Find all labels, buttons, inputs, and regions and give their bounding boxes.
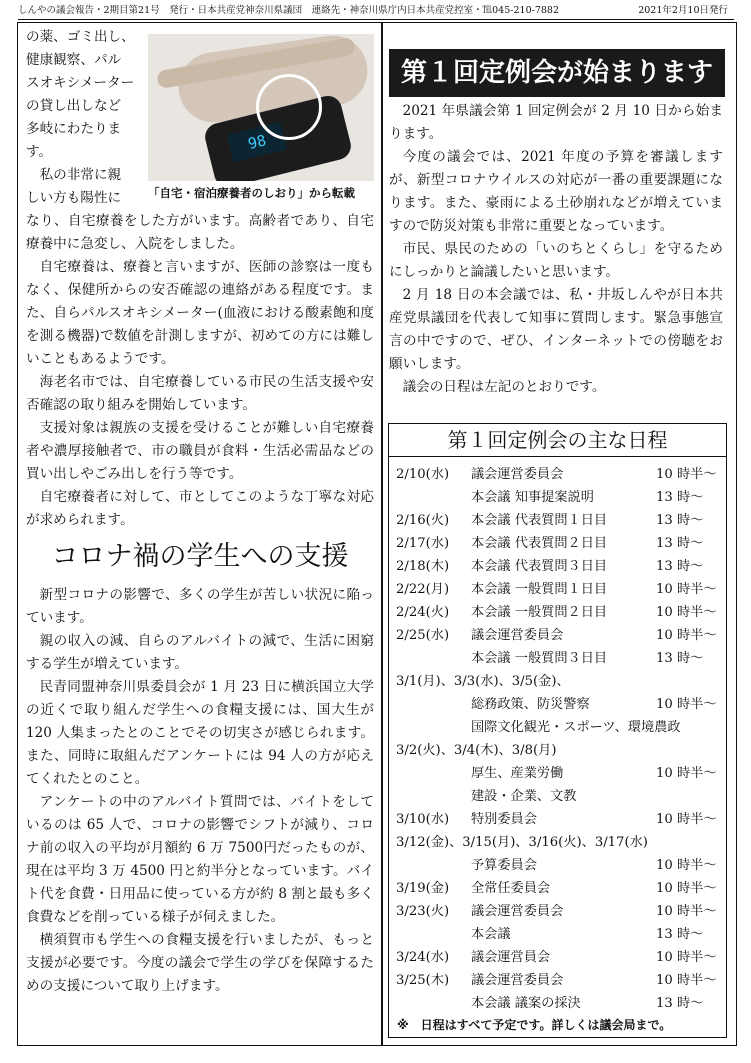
wrap-line: スオキシメーター [26, 75, 135, 91]
schedule-time: 13 時～ [656, 536, 704, 551]
schedule-date: 2/25(水) [396, 628, 450, 643]
schedule-date: 3/1(月)、3/3(水)、3/5(金)、 [396, 674, 570, 689]
paragraph: 自宅療養は、療養と言いますが、医師の診察は一度もなく、保健所からの安否確認の連絡がある程度です。また、自らパルスオキシメーター(血液における酸素飽和度を測る機器)で数値を計測しますが、初めての方には難しいこともあるようです。 [26, 259, 374, 367]
schedule-date: 2/24(火) [396, 605, 450, 620]
schedule-time: 10 時半～ [656, 973, 717, 988]
masthead-text: しんやの議会報告・2期目第21号 発行・日本共産党神奈川県議団 連絡先・神奈川県庁内日本共産党控室・℡045-210-7882 [18, 5, 559, 16]
schedule-event: 本会議 代表質問３日目 [471, 559, 608, 574]
paragraph: 2021 年県議会第 1 回定例会が 2 月 10 日から始まります。 [389, 103, 723, 142]
schedule-row [389, 900, 726, 923]
schedule-row [389, 946, 726, 969]
schedule-row [389, 992, 726, 1015]
paragraph: 自宅療養者に対して、市としてこのような丁寧な対応が求められます。 [26, 489, 374, 528]
schedule-time: 10 時半～ [656, 605, 717, 620]
schedule-event: 本会議 代表質問１日目 [471, 513, 608, 528]
schedule-time: 13 時～ [656, 490, 704, 505]
schedule-row [389, 785, 726, 808]
schedule-event: 厚生、産業労働 [471, 766, 564, 781]
schedule-note: ※ 日程はすべて予定です。詳しくは議会局まで。 [397, 1018, 672, 1032]
schedule-row [389, 716, 726, 739]
wrap-line: 多岐にわたりま [26, 121, 122, 137]
schedule-time: 10 時半～ [656, 582, 717, 597]
schedule-time: 10 時半～ [656, 881, 717, 896]
schedule-date: 3/25(木) [396, 973, 450, 988]
paragraph: なり、自宅療養をした方がいます。高齢者であり、自宅療養中に急変し、入院をしました。 [26, 213, 374, 252]
paragraph: 今度の議会では、2021 年度の予算を審議しますが、新型コロナウイルスの対応が一番の重要課題になります。また、豪雨による土砂崩れなどが増えていますので防災対策も非常に重要となっています。 [389, 149, 723, 234]
schedule-time: 10 時半～ [656, 812, 717, 827]
schedule-date: 2/17(水) [396, 536, 450, 551]
schedule-event: 建設・企業、文教 [471, 789, 577, 804]
schedule-event: 本会議 [471, 927, 511, 942]
schedule-row [389, 670, 726, 693]
schedule-time: 13 時～ [656, 996, 704, 1011]
schedule-row [389, 486, 726, 509]
wrap-line: の貸し出しなど [26, 98, 122, 114]
schedule-date: 3/19(金) [396, 881, 450, 896]
schedule-time: 13 時～ [656, 559, 704, 574]
schedule-time: 10 時半～ [656, 467, 717, 482]
schedule-event: 議会運営委員会 [471, 973, 564, 988]
schedule-row [389, 509, 726, 532]
schedule-date: 2/22(月) [396, 582, 450, 597]
paragraph: 海老名市では、自宅療養している市民の生活支援や安否確認の取り組みを開始しています。 [26, 374, 374, 413]
wrap-line: 健康観察、パル [26, 52, 122, 68]
right-column [389, 100, 723, 399]
schedule-event: 予算委員会 [471, 858, 537, 873]
wrap-line: す。 [26, 144, 53, 160]
wrap-lines [26, 26, 144, 210]
schedule-row [389, 601, 726, 624]
issue-date: 2021年2月10日発行 [638, 5, 728, 16]
paragraph: 新型コロナの影響で、多くの学生が苦しい状況に陥っています。 [26, 587, 374, 626]
schedule-event: 本会議 知事提案説明 [471, 490, 594, 505]
paragraph: 議会の日程は左記のとおりです。 [402, 379, 606, 395]
paragraph: 横須賀市も学生への食糧支援を行いましたが、もっと支援が必要です。今度の議会で学生の学びを保障するための支援について取り上げます。 [26, 932, 374, 994]
paragraph: 親の収入の減、自らのアルバイトの減で、生活に困窮する学生が増えています。 [26, 633, 374, 672]
schedule-time: 13 時～ [656, 651, 704, 666]
schedule-event: 議会運営員会 [471, 950, 551, 965]
schedule-row [389, 578, 726, 601]
schedule-row [389, 532, 726, 555]
schedule-date: 2/16(火) [396, 513, 450, 528]
schedule-time: 13 時～ [656, 513, 704, 528]
schedule-row [389, 854, 726, 877]
paragraph: 市民、県民のための「いのちとくらし」を守るためにしっかりと論議したいと思います。 [389, 241, 723, 280]
schedule-date: 3/12(金)、3/15(月)、3/16(火)、3/17(水) [396, 835, 648, 850]
schedule-row [389, 555, 726, 578]
schedule-event: 本会議 一般質問３日目 [471, 651, 608, 666]
session-title-banner: 第１回定例会が始まります [389, 49, 725, 97]
paragraph: 支援対象は親族の支援を受けることが難しい自宅療養者や濃厚接触者で、市の職員が食料・生活必需品などの買い出しやごみ出しを行う等です。 [26, 420, 374, 482]
schedule-time: 10 時半～ [656, 697, 717, 712]
schedule-row [389, 969, 726, 992]
schedule-date: 3/24(水) [396, 950, 450, 965]
schedule-event: 本会議 議案の採決 [471, 996, 581, 1011]
schedule-row [389, 463, 726, 486]
schedule-time: 10 時半～ [656, 628, 717, 643]
schedule-event: 特別委員会 [471, 812, 537, 827]
schedule-time: 10 時半～ [656, 858, 717, 873]
section-heading: コロナ禍の学生への支援 [51, 541, 349, 572]
schedule-title: 第１回定例会の主な日程 [389, 424, 726, 457]
oximeter-screen: 98 [227, 122, 287, 162]
schedule-event: 本会議 一般質問１日目 [471, 582, 608, 597]
schedule-event: 議会運営委員会 [471, 467, 564, 482]
schedule-event: 本会議 一般質問２日目 [471, 605, 608, 620]
schedule-row [389, 624, 726, 647]
schedule-event: 議会運営委員会 [471, 628, 564, 643]
schedule-row [389, 762, 726, 785]
photo-caption: 「自宅・宿泊療養者のしおり」から転載 [148, 186, 355, 200]
schedule-date: 2/10(水) [396, 467, 450, 482]
schedule-date: 3/23(火) [396, 904, 450, 919]
paragraph: アンケートの中のアルバイト質問では、バイトをしているのは 65 人で、コロナの影響でシフトが減り、コロナ前の収入の平均が月額約 6 万 7500円だったものが、現在は平均 3 万 4500 円と約半分となっています。バイト代を食費・日用品に使っている方が約 8 割と最も多く食費などを削っている様子が伺えました。 [26, 794, 374, 925]
schedule-event: 国際文化観光・スポーツ、環境農政 [471, 720, 681, 735]
schedule-event: 本会議 代表質問２日目 [471, 536, 608, 551]
schedule-row [389, 808, 726, 831]
schedule-time: 10 時半～ [656, 950, 717, 965]
schedule-row [389, 647, 726, 670]
schedule-row [389, 923, 726, 946]
schedule-event: 議会運営委員会 [471, 904, 564, 919]
schedule-event: 全常任委員会 [471, 881, 551, 896]
wrap-line: の薬、ゴミ出し、 [26, 29, 135, 45]
schedule-rows [389, 463, 726, 1015]
schedule-time: 13 時～ [656, 927, 704, 942]
left-column [26, 26, 374, 998]
paragraph: 民青同盟神奈川県委員会が 1 月 23 日に横浜国立大学の近くで取り組んだ学生への食糧支援には、国大生が 120 人集まったとのことでその切実さが感じられます。また、同時に取組んだアンケートには 94 人の方が応えてくれたとのこと。 [26, 679, 374, 787]
schedule-date: 3/2(火)、3/4(木)、3/8(月) [396, 743, 557, 758]
schedule-row [389, 693, 726, 716]
paragraph: 2 月 18 日の本会議では、私・井坂しんやが日本共産党県議団を代表して知事に質問します。緊急事態宣言の中ですので、ぜひ、インターネットでの傍聴をお願いします。 [389, 287, 723, 372]
wrap-line: しい方も陽性に [26, 190, 122, 206]
schedule-time: 10 時半～ [656, 904, 717, 919]
schedule-row [389, 877, 726, 900]
wrap-line: 私の非常に親 [39, 167, 122, 183]
schedule-time: 10 時半～ [656, 766, 717, 781]
schedule-event: 総務政策、防災警察 [471, 697, 590, 712]
schedule-box [388, 423, 727, 1038]
schedule-date: 3/10(水) [396, 812, 450, 827]
masthead [18, 3, 734, 20]
schedule-date: 2/18(木) [396, 559, 450, 574]
column-divider [381, 22, 383, 1046]
schedule-row [389, 739, 726, 762]
schedule-row [389, 831, 726, 854]
